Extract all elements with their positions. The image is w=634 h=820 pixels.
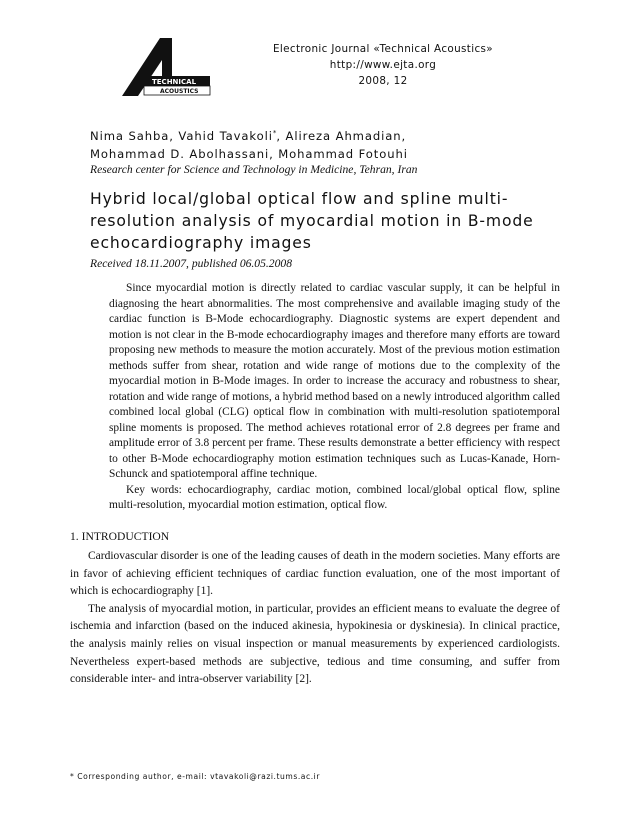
title-line-1: Hybrid local/global optical flow and spline multi-: [90, 190, 509, 208]
author-line-2: Mohammad D. Abolhassani, Mohammad Fotouhi: [90, 146, 408, 161]
journal-logo: [116, 36, 212, 110]
title-line-2: resolution analysis of myocardial motion in B-mode: [90, 212, 534, 230]
received-dates: Received 18.11.2007, published 06.05.2008: [90, 257, 292, 270]
corresponding-author-mark: *: [272, 129, 277, 137]
introduction-body: [70, 548, 560, 689]
author-list: [90, 124, 530, 163]
technical-acoustics-logo-icon: [116, 36, 212, 110]
journal-header: [238, 41, 528, 89]
abstract-body: Since myocardial motion is directly related to cardiac vascular supply, it can be helpful in diagnosing the heart abnormalities. The most comprehensive and available imaging study of the cardiac function is B-Mode echocardiography. Diagnostic systems are expert dependent and motion is not clear in the B-mode echocardiography images and therefore many efforts are toward proposing new methods to measure the motion accurately. Most of the previous motion estimation methods suffer from shear, rotation and wide range of motions due to the complexity of the myocardial motion in B-Mode images. In order to increase the accuracy and robustness to shear, rotation and wide range of motions, a hybrid method based on a newly introduced algorithm called combined local global (CLG) optical flow in combination with multi-resolution spatiotemporal spline moments is proposed. The method achieves rotational error of 2.8 degrees per frame and amplitude error of 3.8 percent per frame. These results demonstrate a better efficiency with respect to other B-Mode echocardiography motion estimation techniques such as Lucas-Kanade, Horn-Schunck and spatiotemporal affine technique.: [109, 282, 560, 480]
keywords: Key words: echocardiography, cardiac motion, combined local/global optical flow, spline multi-resolution, myocardial motion estimation, optical flow.: [109, 483, 560, 511]
journal-issue: 2008, 12: [358, 75, 408, 87]
journal-name: Electronic Journal «Technical Acoustics»: [273, 43, 493, 55]
logo-text-acoustics: ACOUSTICS: [160, 88, 199, 95]
intro-paragraph-2: The analysis of myocardial motion, in particular, provides an efficient means to evaluate the degree of ischemia and infarction (based on the induced akinesia, hypokinesia or dyskinesia). In clinical practice, the analysis mainly relies on visual inspection or manual measurements by experienced cardiologists. Nevertheless expert-based methods are subjective, tedious and time consuming, and suffer from considerable inter- and intra-observer variability [2].: [70, 602, 560, 686]
author-line-1: [90, 124, 530, 145]
footnote: * Corresponding author, e-mail: vtavakoli@razi.tums.ac.ir: [70, 772, 321, 781]
authors-first: Nima Sahba, Vahid Tavakoli: [90, 128, 273, 143]
paper-title: [90, 188, 560, 254]
authors-rest: , Alireza Ahmadian,: [276, 128, 407, 143]
logo-text-technical: TECHNICAL: [152, 78, 197, 86]
section-heading-introduction: 1. INTRODUCTION: [70, 530, 170, 543]
affiliation: Research center for Science and Technology in Medicine, Tehran, Iran: [90, 163, 418, 176]
abstract: [109, 281, 560, 514]
intro-paragraph-1: Cardiovascular disorder is one of the leading causes of death in the modern societies. Many efforts are in favor of achieving efficient techniques of cardiac function evaluation, one of the most important of which is echocardiography [1].: [70, 550, 560, 598]
journal-url[interactable]: http://www.ejta.org: [329, 59, 437, 71]
title-line-3: echocardiography images: [90, 234, 312, 252]
